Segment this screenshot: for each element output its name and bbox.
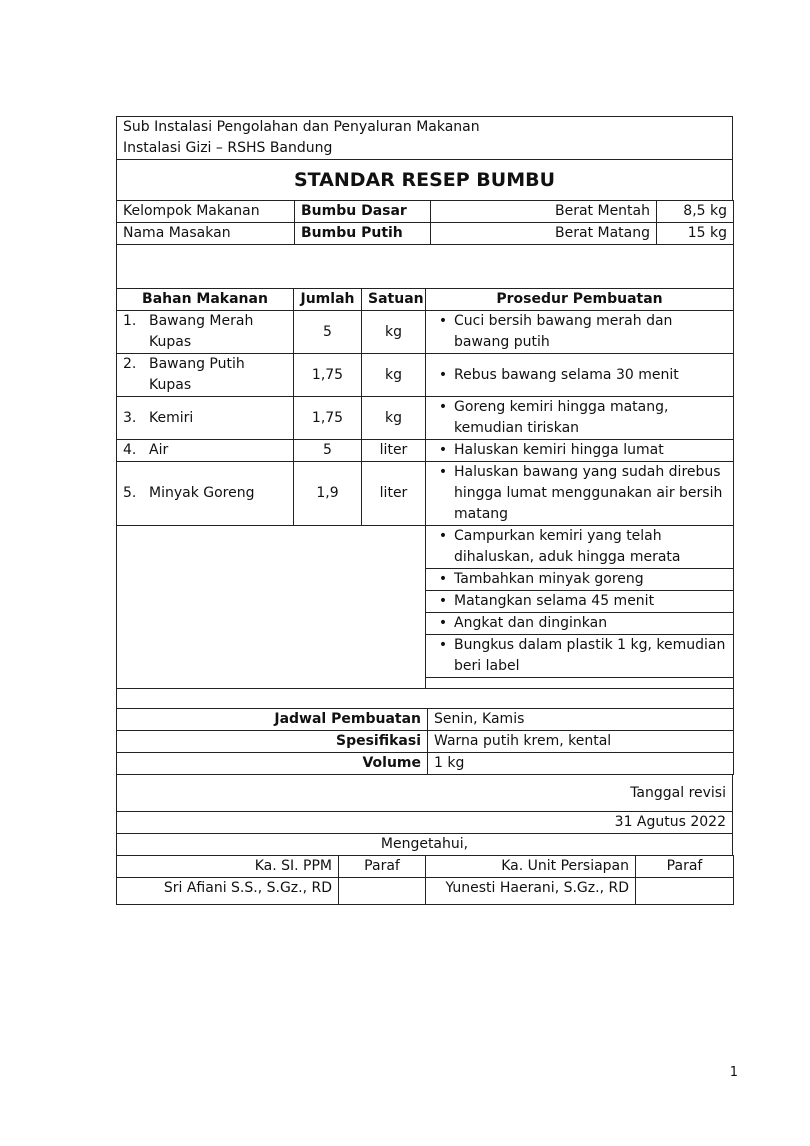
ingredient-label: Air xyxy=(149,442,169,458)
ingredient-name xyxy=(117,440,294,462)
ingredient-jumlah: 5 xyxy=(294,311,362,354)
spacer-row xyxy=(117,689,734,709)
jadwal-label: Jadwal Pembuatan xyxy=(117,709,428,731)
step-text: Matangkan selama 45 menit xyxy=(454,593,655,609)
signer-2-name: Yunesti Haerani, S.Gz., RD xyxy=(426,878,636,905)
procedure-step xyxy=(426,440,734,462)
step-text: Tambahkan minyak goreng xyxy=(454,571,644,587)
ingredient-label: Kemiri xyxy=(149,409,194,426)
berat-mentah-value: 8,5 kg xyxy=(657,201,734,223)
col-satuan-header: Satuan xyxy=(362,289,426,311)
header-line-1: Sub Instalasi Pengolahan dan Penyaluran Makanan xyxy=(123,119,480,135)
ingredient-label: Bawang Putih Kupas xyxy=(149,356,245,393)
ingredient-name xyxy=(117,462,294,526)
step-text: Goreng kemiri hingga matang, kemudian tiriskan xyxy=(454,399,669,436)
berat-matang-value: 15 kg xyxy=(657,223,734,245)
nama-label: Nama Masakan xyxy=(117,223,295,245)
details-table xyxy=(116,708,734,775)
ingredient-name xyxy=(117,397,294,440)
bullet-icon: • xyxy=(438,399,448,415)
berat-mentah-label: Berat Mentah xyxy=(431,201,657,223)
procedure-step xyxy=(426,569,734,591)
bullet-icon: • xyxy=(438,637,448,653)
recipe-table xyxy=(116,288,734,709)
procedure-spacer xyxy=(426,678,734,689)
bullet-icon: • xyxy=(438,615,448,631)
bullet-icon: • xyxy=(438,464,448,480)
info-table xyxy=(116,200,734,289)
ingredient-satuan: kg xyxy=(362,354,426,397)
bullet-icon: • xyxy=(438,366,448,383)
page-number: 1 xyxy=(729,1065,738,1080)
header-cell xyxy=(117,117,733,160)
spacer-row xyxy=(117,245,734,289)
step-text: Bungkus dalam plastik 1 kg, kemudian beri label xyxy=(454,637,726,674)
ingredient-no: 2. xyxy=(123,356,137,372)
ingredient-satuan: kg xyxy=(362,397,426,440)
col-bahan-header: Bahan Makanan xyxy=(117,289,294,311)
ingredient-name xyxy=(117,311,294,354)
procedure-step xyxy=(426,397,734,440)
ingredient-no: 5. xyxy=(123,485,137,501)
approval-table xyxy=(116,855,734,905)
step-text: Angkat dan dinginkan xyxy=(454,615,608,631)
volume-value: 1 kg xyxy=(428,753,734,775)
kelompok-label: Kelompok Makanan xyxy=(117,201,295,223)
paraf-1: Paraf xyxy=(339,856,426,878)
paraf-2: Paraf xyxy=(636,856,734,878)
approval-heading: Mengetahui, xyxy=(117,834,733,856)
procedure-step xyxy=(426,635,734,678)
signature-box-2 xyxy=(636,878,734,905)
header-line-2: Instalasi Gizi – RSHS Bandung xyxy=(123,140,333,156)
ingredient-no: 4. xyxy=(123,442,137,458)
header-table xyxy=(116,116,733,201)
bullet-icon: • xyxy=(438,571,448,587)
bullet-icon: • xyxy=(438,593,448,609)
jadwal-value: Senin, Kamis xyxy=(428,709,734,731)
step-text: Haluskan kemiri hingga lumat xyxy=(454,442,664,458)
step-text: Cuci bersih bawang merah dan bawang putih xyxy=(454,313,673,350)
bullet-icon: • xyxy=(438,442,448,458)
role-ka-si-ppm: Ka. SI. PPM xyxy=(117,856,339,878)
procedure-step xyxy=(426,462,734,526)
nama-value: Bumbu Putih xyxy=(295,223,431,245)
kelompok-value: Bumbu Dasar xyxy=(295,201,431,223)
signer-1-name: Sri Afiani S.S., S.Gz., RD xyxy=(117,878,339,905)
ingredient-jumlah: 1,9 xyxy=(294,462,362,526)
empty-ingredient-area xyxy=(117,526,426,689)
procedure-step xyxy=(426,311,734,354)
volume-label: Volume xyxy=(117,753,428,775)
berat-matang-label: Berat Matang xyxy=(431,223,657,245)
ingredient-label: Minyak Goreng xyxy=(149,485,255,501)
procedure-step xyxy=(426,354,734,397)
bullet-icon: • xyxy=(438,528,448,544)
revision-label: Tanggal revisi xyxy=(117,775,733,812)
bullet-icon: • xyxy=(438,313,448,329)
procedure-step xyxy=(426,613,734,635)
ingredient-no: 1. xyxy=(123,313,137,329)
ingredient-no: 3. xyxy=(123,409,137,426)
revision-date: 31 Agutus 2022 xyxy=(117,812,733,834)
step-text: Haluskan bawang yang sudah direbus hingga lumat menggunakan air bersih matang xyxy=(454,464,723,522)
ingredient-satuan: liter xyxy=(362,462,426,526)
col-prosedur-header: Prosedur Pembuatan xyxy=(426,289,734,311)
spesifikasi-value: Warna putih krem, kental xyxy=(428,731,734,753)
ingredient-jumlah: 1,75 xyxy=(294,397,362,440)
signature-box-1 xyxy=(339,878,426,905)
spesifikasi-label: Spesifikasi xyxy=(117,731,428,753)
role-ka-unit-persiapan: Ka. Unit Persiapan xyxy=(426,856,636,878)
procedure-step xyxy=(426,591,734,613)
recipe-document xyxy=(116,116,733,905)
revision-table xyxy=(116,774,733,856)
step-text: Rebus bawang selama 30 menit xyxy=(454,366,679,383)
document-title: STANDAR RESEP BUMBU xyxy=(117,160,733,201)
ingredient-satuan: liter xyxy=(362,440,426,462)
ingredient-satuan: kg xyxy=(362,311,426,354)
procedure-step xyxy=(426,526,734,569)
ingredient-label: Bawang Merah Kupas xyxy=(149,313,254,350)
step-text: Campurkan kemiri yang telah dihaluskan, aduk hingga merata xyxy=(454,528,681,565)
col-jumlah-header: Jumlah xyxy=(294,289,362,311)
ingredient-jumlah: 1,75 xyxy=(294,354,362,397)
ingredient-name xyxy=(117,354,294,397)
ingredient-jumlah: 5 xyxy=(294,440,362,462)
